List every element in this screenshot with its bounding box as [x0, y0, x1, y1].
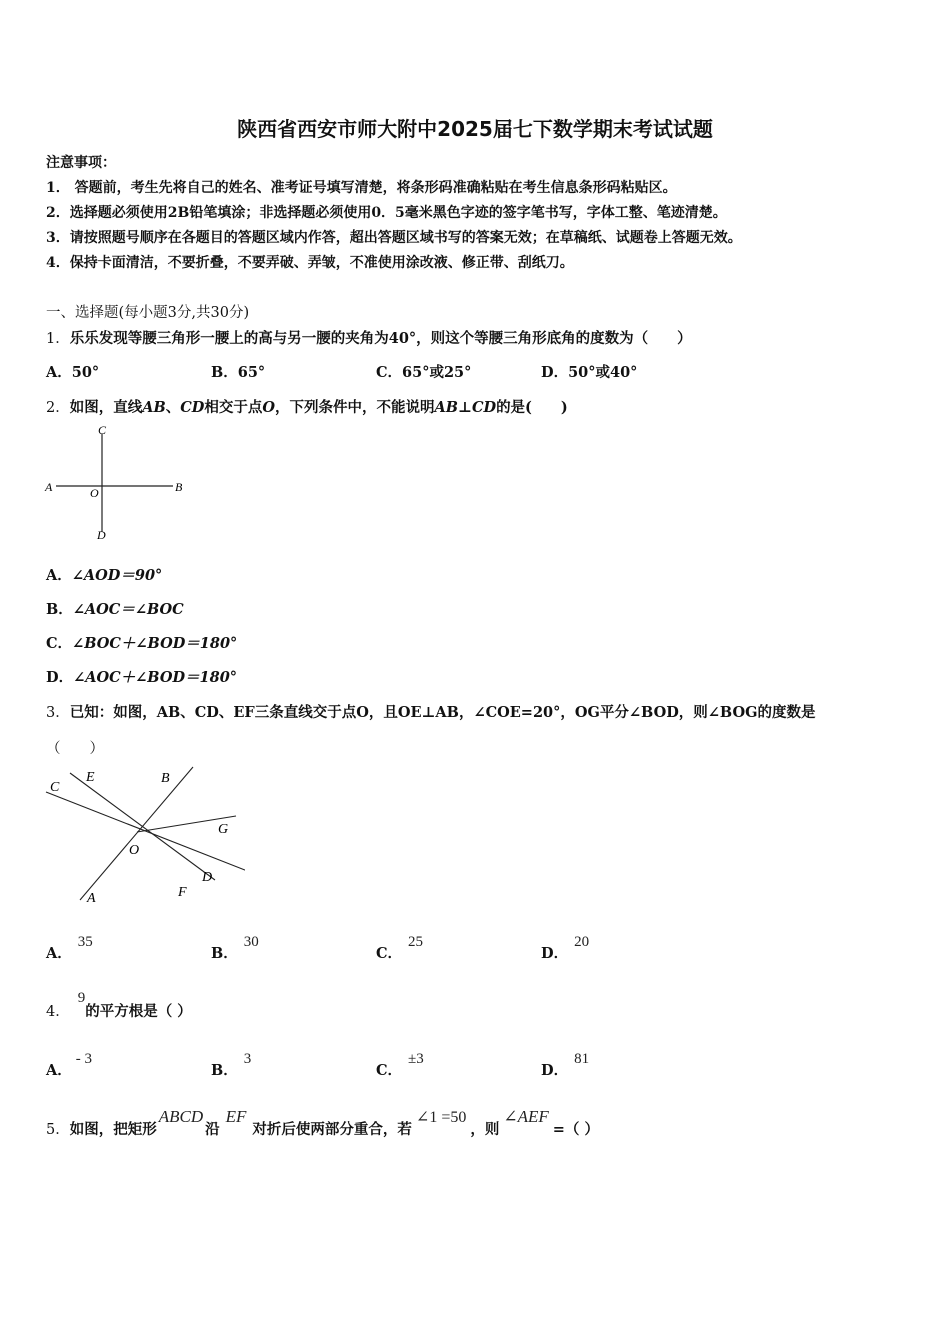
- option-expr: ∠AOC＋∠BOD＝180°: [73, 669, 238, 686]
- label-o: O: [90, 486, 99, 500]
- q3-option-d: [541, 930, 590, 962]
- label-b: B: [175, 480, 183, 494]
- q4-option-d: [541, 1047, 590, 1079]
- notice-item-1: 1． 答题前，考生先将自己的姓名、准考证号填写清楚，将条形码准确粘贴在考生信息条形码粘贴区。: [46, 180, 677, 196]
- label-c: C: [50, 780, 60, 795]
- q2-perp: AB⊥CD: [434, 399, 497, 416]
- option-value: 25: [408, 934, 424, 950]
- q5-ef: EF: [225, 1107, 247, 1126]
- notice-item-3: 3．请按照题号顺序在各题目的答题区域内作答，超出答题区域书写的答案无效；在草稿纸、试题卷上答题无效。: [46, 230, 742, 246]
- option-label: A．: [46, 945, 72, 962]
- q2-o: O: [262, 399, 276, 416]
- option-label: D．: [541, 945, 569, 962]
- option-label: C．: [376, 945, 403, 962]
- option-value: 3: [243, 1051, 252, 1067]
- question-5: [46, 1106, 599, 1138]
- q1-option-c: C．65°或25°: [376, 364, 472, 381]
- section-heading: 一、选择题(每小题3分,共30分): [46, 305, 250, 321]
- option-value: - 3: [75, 1051, 93, 1067]
- q1-option-a: A．50°: [46, 364, 100, 381]
- label-c: C: [98, 423, 107, 437]
- question-number: 5．: [46, 1122, 70, 1138]
- q4-option-a: [46, 1047, 93, 1079]
- notice-item-4: 4．保持卡面清洁，不要折叠，不要弄破、弄皱，不准使用涂改液、修正带、刮纸刀。: [46, 255, 574, 271]
- q3-option-b: [211, 930, 259, 962]
- label-o: O: [129, 843, 140, 858]
- q2-option-d: [46, 666, 237, 687]
- q2-option-a: [46, 564, 162, 585]
- notice-heading: 注意事项：: [46, 155, 116, 171]
- q5-angle1: ∠1 =50: [415, 1109, 467, 1126]
- question-text: 乐乐发现等腰三角形一腰上的高与另一腰的夹角为40°，则这个等腰三角形底角的度数为（ ）: [69, 330, 692, 347]
- q5-text-3: 对折后使两部分重合，若: [252, 1121, 412, 1138]
- page-title: 陕西省西安市师大附中2025届七下数学期末考试试题: [237, 117, 713, 141]
- option-value: ±3: [408, 1051, 424, 1067]
- option-expr: ∠AOC＝∠BOC: [72, 601, 184, 618]
- option-expr: ∠AOD＝90°: [71, 567, 163, 584]
- q4-option-b: [211, 1047, 252, 1079]
- label-f: F: [178, 885, 187, 900]
- q2-option-b: [46, 598, 184, 619]
- label-e: E: [86, 770, 95, 785]
- option-label: D．: [541, 1062, 569, 1079]
- option-label: C．: [376, 1062, 403, 1079]
- option-expr: ∠BOC＋∠BOD＝180°: [72, 635, 238, 652]
- option-value: 20: [574, 934, 590, 950]
- q3-option-c: [376, 930, 424, 962]
- q2-option-c: [46, 632, 237, 653]
- q5-text-5: =（ ）: [552, 1121, 599, 1138]
- q1-option-b: B．65°: [211, 364, 266, 381]
- line-ef: [70, 773, 215, 880]
- option-value: 81: [574, 1051, 590, 1067]
- q5-text-4: ，则: [470, 1121, 500, 1138]
- question-text: 已知：如图，AB、CD、EF三条直线交于点O，且OE⊥AB，∠COE=20°，OG平分∠BOD，则∠BOG的度数是: [69, 704, 816, 721]
- label-a: A: [87, 891, 96, 906]
- line-cd: [46, 792, 245, 872]
- option-label: C．: [46, 635, 73, 652]
- option-label: D．: [46, 669, 74, 686]
- q2-text-2: 相交于点: [204, 399, 263, 416]
- question-text: 的平方根是（ ）: [85, 1003, 192, 1020]
- label-a: A: [45, 480, 53, 494]
- label-g: G: [218, 822, 229, 837]
- label-d: D: [97, 528, 106, 542]
- option-label: B．: [211, 1062, 238, 1079]
- q2-text-1: 如图，直线: [69, 399, 143, 416]
- q2-cd: CD: [180, 399, 205, 416]
- question-number: 4．: [46, 1004, 70, 1020]
- question-number: 2．: [46, 400, 70, 416]
- option-value: 35: [77, 934, 93, 950]
- q4-option-c: [376, 1047, 424, 1079]
- q5-angle-aef: ∠AEF: [503, 1107, 549, 1126]
- q2-figure: [40, 422, 190, 547]
- question-1: [46, 327, 692, 348]
- label-b: B: [161, 771, 170, 786]
- q3-option-a: [46, 930, 93, 962]
- q2-text-3: ，下列条件中，不能说明: [275, 399, 435, 416]
- q3-figure: [40, 762, 245, 910]
- question-number: 1．: [46, 331, 70, 347]
- option-label: B．: [46, 601, 73, 618]
- notice-item-2: 2．选择题必须使用2B铅笔填涂；非选择题必须使用0．5毫米黑色字迹的签字笔书写，字体工整、笔迹清楚。: [46, 205, 727, 221]
- label-d: D: [202, 870, 213, 885]
- option-label: A．: [46, 567, 72, 584]
- q5-text-1: 如图，把矩形: [69, 1121, 157, 1138]
- question-3: [46, 701, 815, 722]
- q2-text-4: 的是( ): [496, 399, 568, 416]
- option-value: 30: [243, 934, 259, 950]
- option-label: A．: [46, 1062, 72, 1079]
- q4-expr: 9: [77, 990, 86, 1006]
- question-number: 3．: [46, 705, 70, 721]
- q5-text-2: 沿: [205, 1121, 220, 1138]
- question-4: [46, 988, 192, 1020]
- line-ab: [80, 767, 193, 900]
- q2-ab: AB: [142, 399, 166, 416]
- q5-rect: ABCD: [158, 1107, 204, 1126]
- q3-paren: （ ）: [46, 741, 104, 757]
- question-2: [46, 396, 568, 417]
- option-label: B．: [211, 945, 238, 962]
- q2-sep: 、: [165, 399, 181, 416]
- q1-option-d: D．50°或40°: [541, 364, 638, 381]
